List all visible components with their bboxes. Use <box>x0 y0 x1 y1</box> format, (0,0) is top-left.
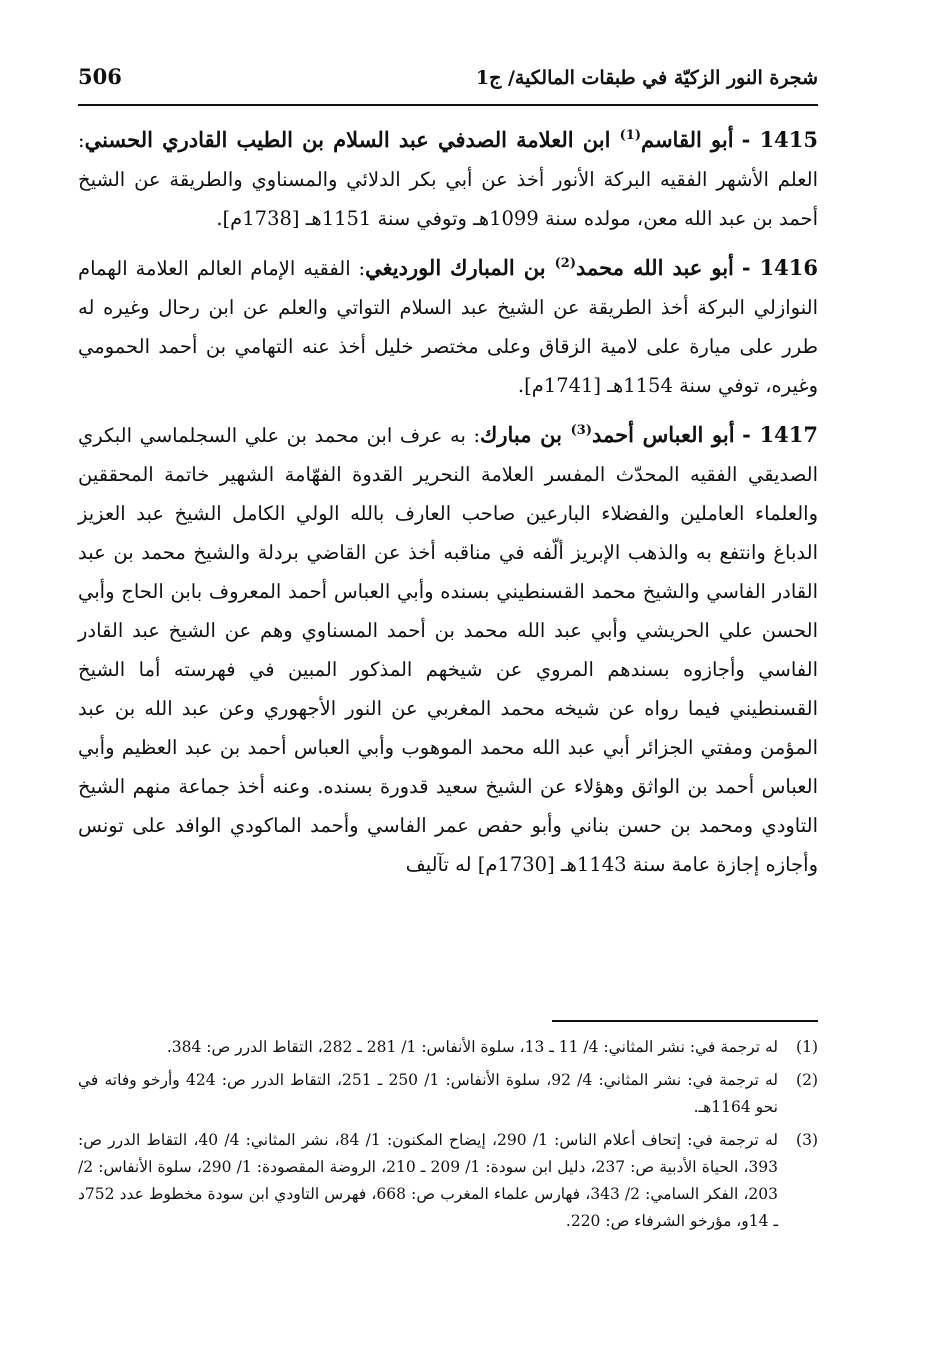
main-text <box>78 120 818 894</box>
entry-heading-name: أبو العباس أحمد <box>592 422 735 447</box>
footnote-reference: (2) <box>554 256 576 271</box>
footnotes <box>78 1034 818 1241</box>
footnote-number: (3) <box>796 1131 818 1149</box>
footnote-3 <box>78 1127 818 1235</box>
entry-heading-name: أبو عبد الله محمد <box>575 255 734 280</box>
entry-heading <box>480 422 735 447</box>
footnote-reference: (1) <box>619 128 641 143</box>
entry-1417 <box>78 415 818 884</box>
header-divider <box>78 104 818 106</box>
running-header <box>78 64 818 89</box>
footnote-reference: (3) <box>570 423 592 438</box>
entry-1416 <box>78 248 818 405</box>
entry-number: 1416 - <box>741 255 819 280</box>
footnote-divider <box>552 1020 818 1022</box>
entry-heading-lineage: بن مبارك <box>480 422 571 447</box>
entry-body: : الفقيه الإمام العالم العلامة الهمام النوازلي البركة أخذ الطريقة عن الشيخ عبد السلام التواتي والعلم عن ابن رحال وغيره له طرر على ميارة على لامية الزقاق وعلى مختصر خليل أخذ عنه التهامي بن أحمد الحمومي وغيره، توفي سنة 1154هـ [1741م]. <box>78 257 818 397</box>
page-number: 506 <box>78 64 122 89</box>
entry-number: 1415 - <box>741 127 819 152</box>
entry-1415 <box>78 120 818 238</box>
entry-body: : به عرف ابن محمد بن علي السجلماسي البكري الصديقي الفقيه المحدّث المفسر العلامة النحرير القدوة الفهّامة الشهير خاتمة المحققين والعلماء العاملين والفضلاء البارعين صاحب العارف بالله الولي الكامل الشيخ عبد العزيز الدباغ وانتفع به والذهب الإبريز ألّفه في مناقبه أخذ عن القاضي بردلة والشيخ محمد بن عبد القادر الفاسي والشيخ محمد القسنطيني بسنده وأبي العباس أحمد المعروف بابن الحاج وأبي الحسن علي الحريشي وأبي عبد الله محمد بن أحمد المسناوي وهم عن الشيخ عبد القادر الفاسي وأجازوه بسندهم المروي عن شيخهم المذكور المبين في فهرسته أما الشيخ القسنطيني فيما رواه عن شيخه محمد المغربي عن النور الأجهوري وعن عبد الله بن عبد المؤمن ومفتي الجزائر أبي عبد الله محمد الموهوب وأبي العباس أحمد بن عبد العظيم وأبي العباس أحمد بن الواثق وهؤلاء عن الشيخ سعيد قدورة بسنده. وعنه أخذ جماعة منهم الشيخ التاودي ومحمد بن حسن بناني وأبو حفص عمر الفاسي وأحمد الماكودي الوافد على تونس وأجازه إجازة عامة سنة 1143هـ [1730م] له تآليف <box>78 424 818 876</box>
entry-number: 1417 - <box>742 422 818 447</box>
footnote-number: (1) <box>796 1038 818 1056</box>
entry-heading-name: أبو القاسم <box>640 127 734 152</box>
running-title: شجرة النور الزكيّة في طبقات المالكية/ ج1 <box>475 67 818 89</box>
entry-heading-lineage: بن المبارك الورديغي <box>365 255 555 280</box>
entry-heading <box>365 255 734 280</box>
footnote-text: له ترجمة في: إتحاف أعلام الناس: 1/ 290، إيضاح المكنون: 1/ 84، نشر المثاني: 4/ 40، التقاط الدرر ص: 393، الحياة الأدبية ص: 237، دليل ابن سودة: 1/ 209 ـ 210، الروضة المقصودة: 1/ 290، سلوة الأنفاس: 2/ 203، الفكر السامي: 2/ 343، فهارس علماء المغرب ص: 668، فهرس التاودي ابن سودة مخطوط عدد 752د ـ 14و، مؤرخو الشرفاء ص: 220. <box>78 1131 778 1230</box>
footnote-number: (2) <box>796 1071 818 1089</box>
footnote-1 <box>78 1034 818 1061</box>
footnote-text: له ترجمة في: نشر المثاني: 4/ 11 ـ 13، سلوة الأنفاس: 1/ 281 ـ 282، التقاط الدرر ص: 384. <box>166 1038 778 1056</box>
footnote-2 <box>78 1067 818 1121</box>
entry-body: : العلم الأشهر الفقيه البركة الأنور أخذ عن أبي بكر الدلائي والمسناوي والطريقة عن الشيخ أحمد بن عبد الله معن، مولده سنة 1099هـ وتوفي سنة 1151هـ [1738م]. <box>78 129 818 230</box>
footnote-text: له ترجمة في: نشر المثاني: 4/ 92، سلوة الأنفاس: 1/ 250 ـ 251، التقاط الدرر ص: 424 وأرخو وفاته في نحو 1164هـ. <box>78 1071 778 1116</box>
entry-heading <box>85 127 734 152</box>
entry-heading-lineage: ابن العلامة الصدفي عبد السلام بن الطيب القادري الحسني <box>84 127 620 152</box>
